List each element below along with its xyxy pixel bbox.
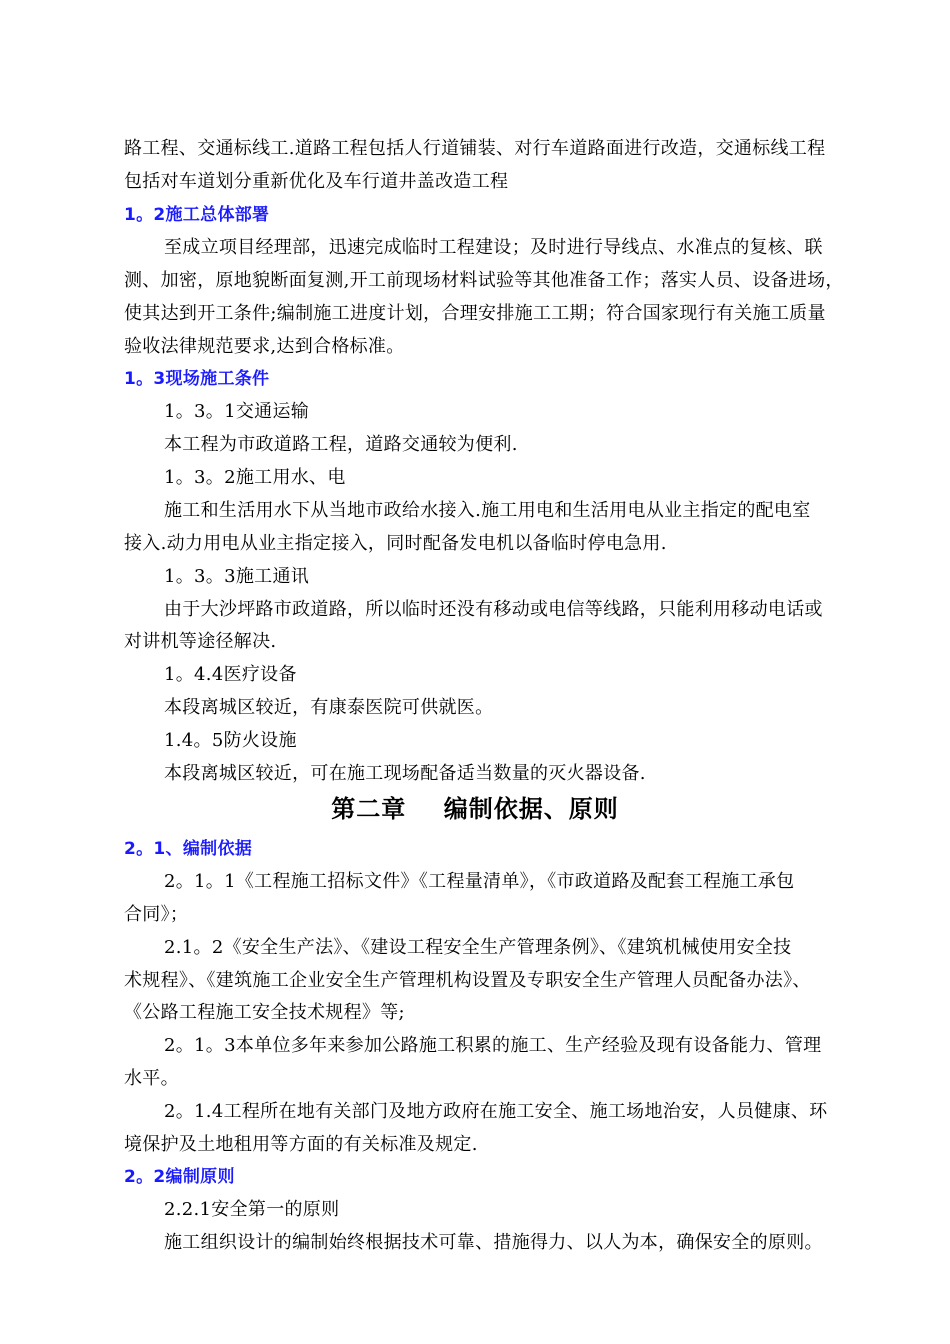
section-heading-2-1: 2。1、编制依据	[124, 839, 253, 859]
paragraph-line: 境保护及土地租用等方面的有关标准及规定.	[124, 1134, 478, 1155]
paragraph-line: 验收法律规范要求,达到合格标准。	[124, 336, 405, 357]
subsection-heading: 1。3。1交通运输	[164, 401, 310, 422]
section-heading-1-3: 1。3现场施工条件	[124, 369, 270, 389]
paragraph-line: 2.1。2《安全生产法》、《建设工程安全生产管理条例》、《建筑机械使用安全技	[164, 937, 792, 958]
subsection-heading: 1。4.4医疗设备	[164, 664, 297, 685]
paragraph-line: 施工和生活用水下从当地市政给水接入.施工用电和生活用电从业主指定的配电室	[164, 500, 811, 521]
paragraph-line: 2。1。1《工程施工招标文件》《工程量清单》，《市政道路及配套工程施工承包	[164, 871, 795, 892]
paragraph-line: 本段离城区较近，有康泰医院可供就医。	[164, 697, 494, 718]
paragraph-line: 接入.动力用电从业主指定接入，同时配备发电机以备临时停电急用.	[124, 533, 667, 554]
paragraph-line: 水平。	[124, 1068, 179, 1089]
paragraph-line: 测、加密，原地貌断面复测,开工前现场材料试验等其他准备工作；落实人员、设备进场，	[124, 270, 844, 291]
subsection-heading: 1。3。2施工用水、电	[164, 467, 346, 488]
chapter-title: 第二章 编制依据、原则	[331, 795, 619, 823]
paragraph-line: 2。1.4工程所在地有关部门及地方政府在施工安全、施工场地治安，人员健康、环	[164, 1101, 828, 1122]
paragraph-line: 包括对车道划分重新优化及车行道井盖改造工程	[124, 171, 509, 192]
subsection-heading: 1.4。5防火设施	[164, 730, 297, 751]
paragraph-line: 由于大沙坪路市政道路，所以临时还没有移动或电信等线路，只能利用移动电话或	[164, 599, 823, 620]
paragraph-line: 至成立项目经理部，迅速完成临时工程建设；及时进行导线点、水准点的复核、联	[164, 237, 823, 258]
section-heading-2-2: 2。2编制原则	[124, 1167, 235, 1187]
paragraph-line: 使其达到开工条件;编制施工进度计划，合理安排施工工期；符合国家现行有关施工质量	[124, 303, 826, 324]
paragraph-line: 合同》；	[124, 904, 189, 925]
paragraph-line: 施工组织设计的编制始终根据技术可靠、措施得力、以人为本，确保安全的原则。	[164, 1232, 823, 1253]
section-heading-1-2: 1。2施工总体部署	[124, 205, 270, 225]
paragraph-line: 术规程》、《建筑施工企业安全生产管理机构设置及专职安全生产管理人员配备办法》、	[124, 970, 811, 991]
subsection-heading: 1。3。3施工通讯	[164, 566, 310, 587]
paragraph-line: 本工程为市政道路工程，道路交通较为便利.	[164, 434, 518, 455]
paragraph-line: 路工程、交通标线工.道路工程包括人行道铺装、对行车道路面进行改造，交通标线工程	[124, 138, 826, 159]
paragraph-line: 《公路工程施工安全技术规程》等;	[124, 1002, 405, 1023]
subsection-heading: 2.2.1安全第一的原则	[164, 1199, 340, 1220]
paragraph-line: 对讲机等途径解决.	[124, 631, 277, 652]
paragraph-line: 2。1。3本单位多年来参加公路施工积累的施工、生产经验及现有设备能力、管理	[164, 1035, 822, 1056]
paragraph-line: 本段离城区较近，可在施工现场配备适当数量的灭火器设备.	[164, 763, 646, 784]
